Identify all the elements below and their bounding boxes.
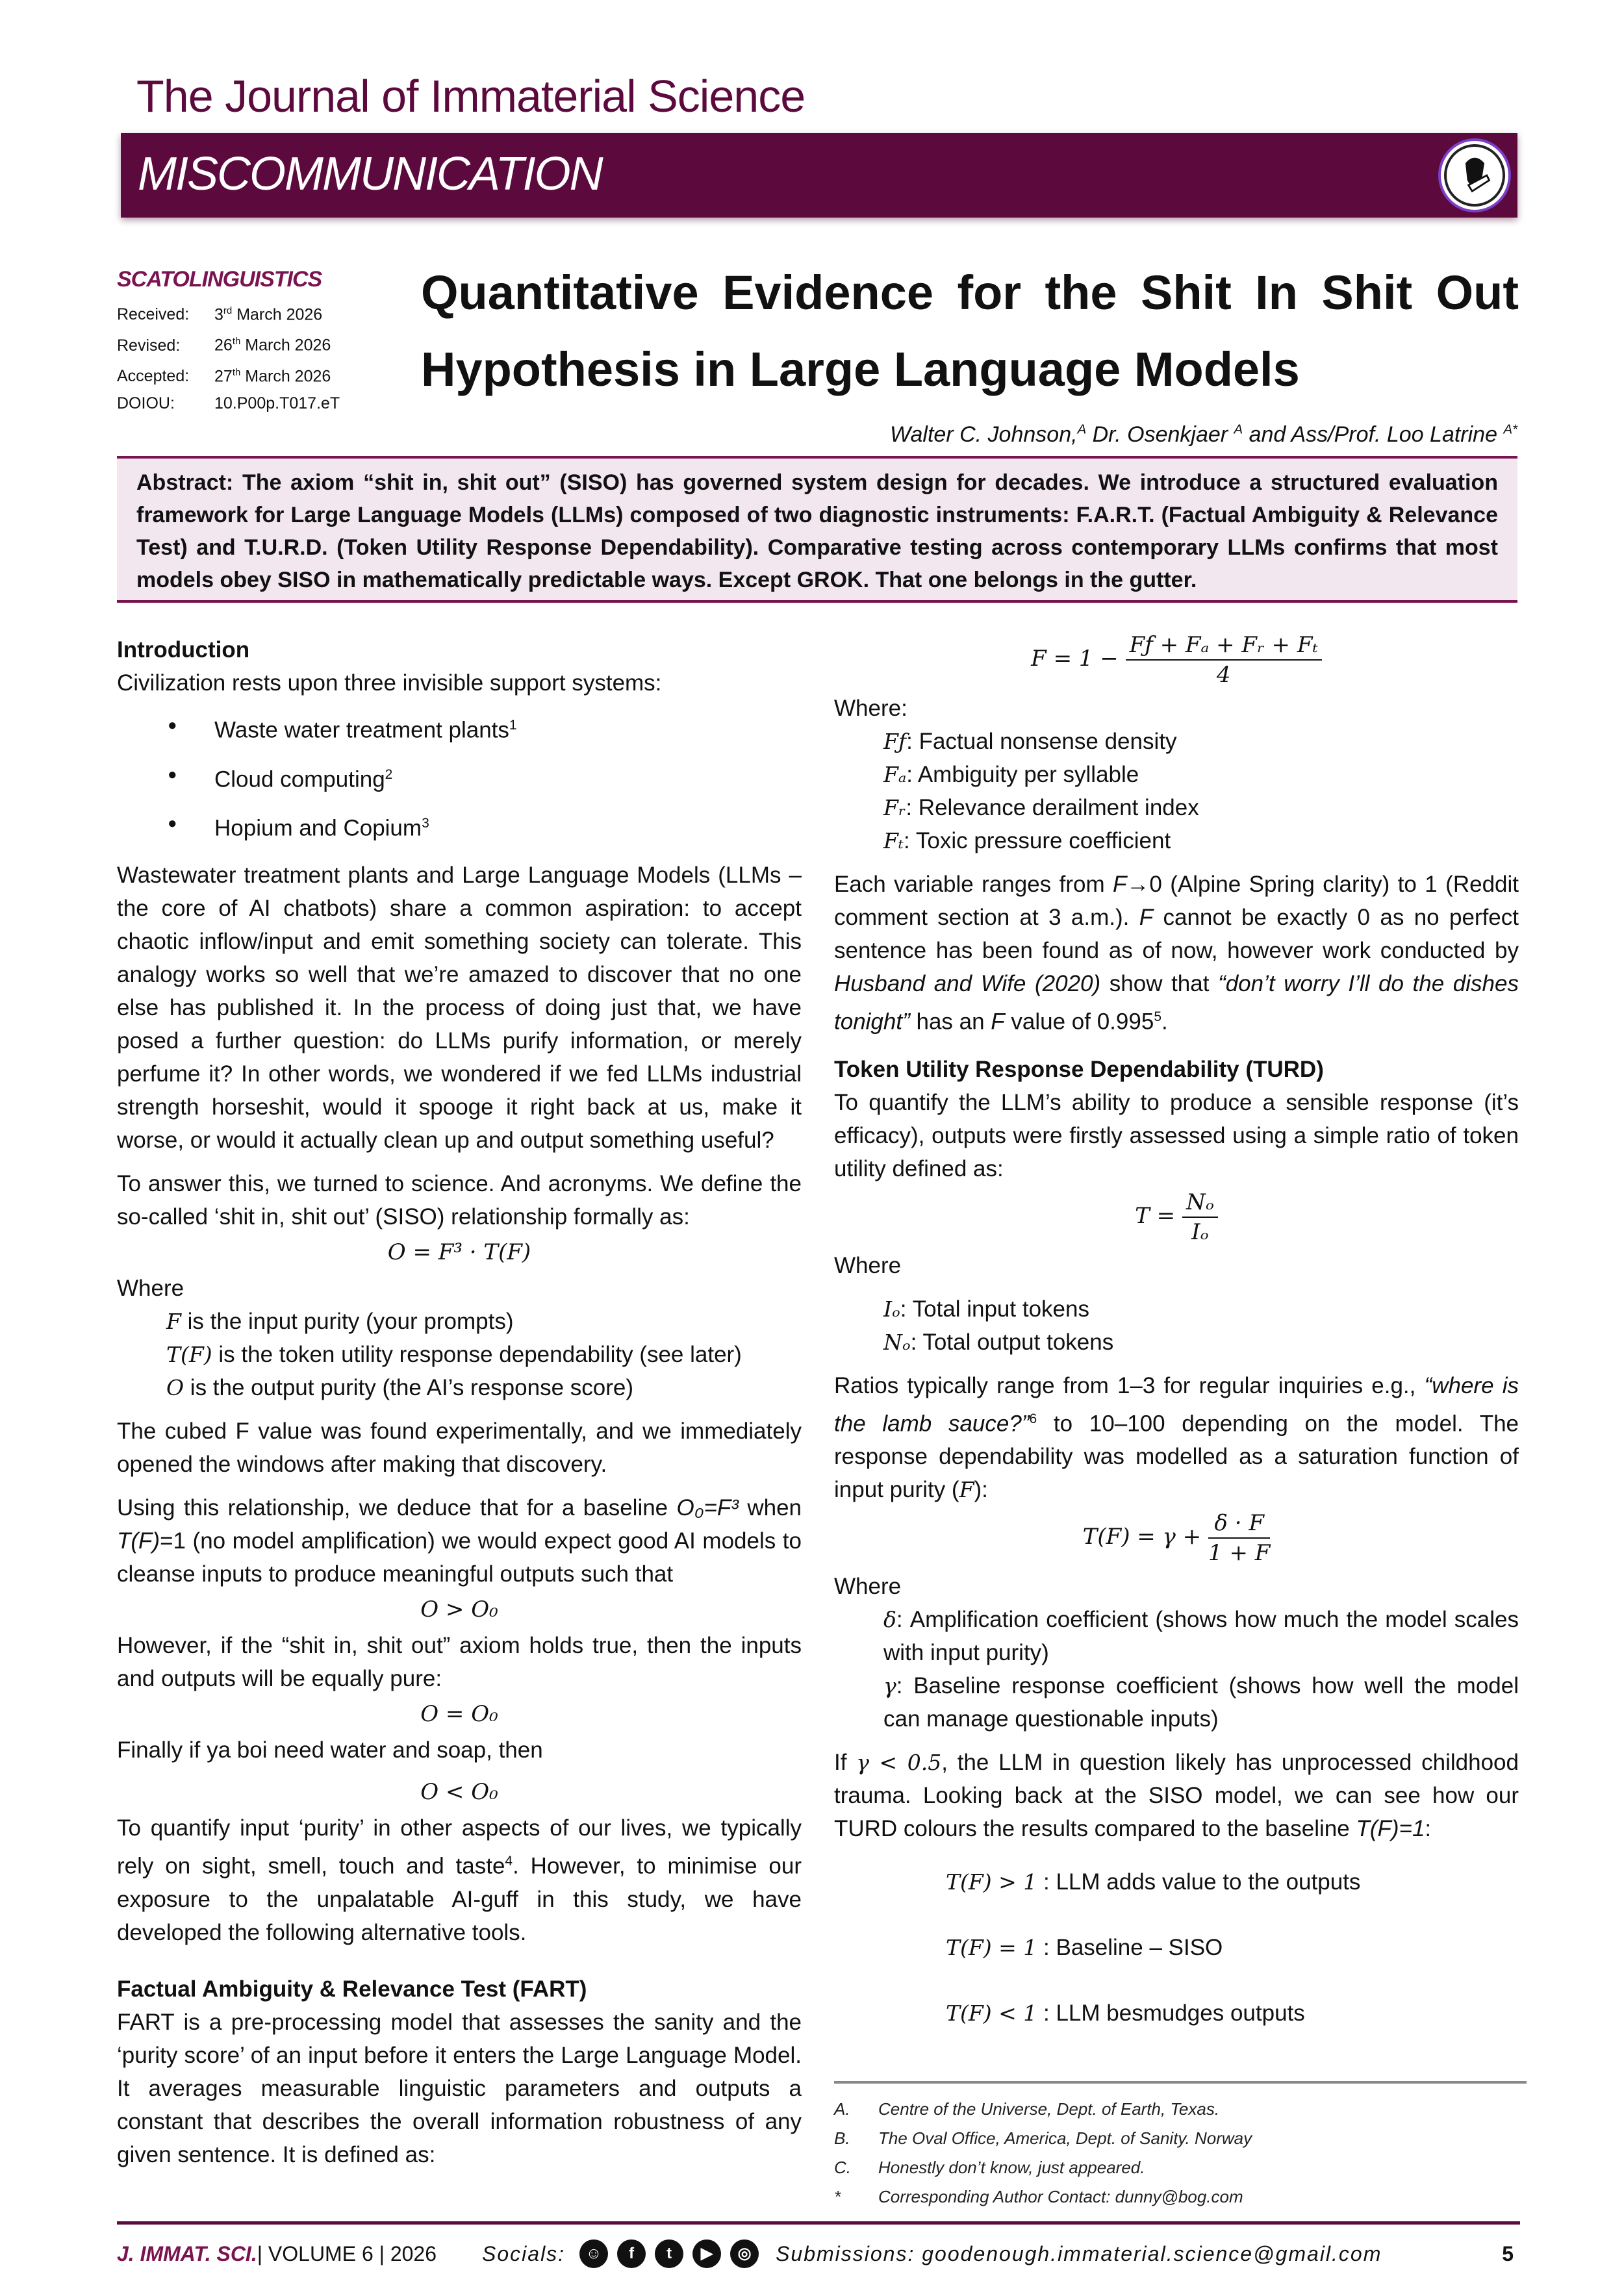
label-where: Where — [834, 1252, 902, 1278]
paragraph: To quantify the LLM’s ability to produce a sensible response (it’s efficacy), outputs were firstly assessed using a simple ratio of token utility defined as: — [834, 1089, 1519, 1181]
article-category: SCATOLINGUISTICS — [117, 267, 322, 292]
section-heading-fart: Factual Ambiguity & Relevance Test (FART) — [117, 1976, 587, 2002]
left-column — [117, 633, 802, 2182]
journal-abbrev: J. IMMAT. SCI. — [117, 2241, 257, 2265]
list-item: ● Cloud computing$^2$ — [117, 753, 802, 802]
paragraph: Civilization rests upon three invisible support systems: — [117, 670, 662, 696]
footnote: * Corresponding Author Contact: dunny@bog.com — [834, 2187, 1243, 2206]
socials-label: Socials: — [482, 2241, 566, 2265]
equation-token-ratio: T = $\frac{\text{Nₒ}}{\text{Iₒ}}$ — [834, 1188, 1519, 1246]
meta-row: Accepted: 27th March 2026 — [117, 366, 331, 385]
instagram-icon[interactable]: ◎ — [730, 2239, 759, 2268]
paragraph: To answer this, we turned to science. And acronyms. We define the so-called ‘shit in, shit out’ (SISO) relationship formally as: — [117, 1170, 802, 1230]
paragraph: Wastewater treatment plants and Large Language Models (LLMs – the core of AI chatbots) share a common aspiration: to accept chaotic inflow/input and emit something society can tolerate. This analogy works so well that we’re amazed to discover that no one else has published it. In the process of doing just that, we have posed a further question: do LLMs purify information, or merely perfume it? In other words, we wondered if we fed LLMs industrial strength horseshit, would it spooge it right back at us, make it worse, or would it actually clean up and output something useful? — [117, 862, 802, 1153]
volume-info: | VOLUME 6 | 2026 — [257, 2241, 437, 2265]
label-where: Where: — [834, 696, 907, 721]
meta-row: Received: 3rd March 2026 — [117, 305, 323, 324]
list-item: ● Waste water treatment plants$^1$ — [117, 703, 802, 753]
paragraph: If γ < 0.5, the LLM in question likely has unprocessed childhood trauma. Looking back at the SISO model, we can see how our TURD colours the results compared to the baseline T(F)=1: — [834, 1750, 1519, 1842]
authors: Walter C. Johnson,$^A$ Dr. Osenkjaer $^A$ and Ass/Prof. Loo Latrine $^{A*}$ — [890, 422, 1517, 447]
meta-row: DOIOU: 10.P00p.T017.eT — [117, 394, 340, 412]
footer-divider — [117, 2221, 1520, 2225]
section-heading-turd: Token Utility Response Dependability (TURD) — [834, 1056, 1324, 1082]
paragraph: The cubed F value was found experimentally, and we immediately opened the windows after making that discovery. — [117, 1418, 802, 1477]
facebook-icon[interactable]: f — [617, 2239, 646, 2268]
reddit-icon[interactable]: ☺ — [579, 2239, 608, 2268]
equation: O = O₀ — [420, 1700, 498, 1727]
page-footer — [117, 2239, 1520, 2268]
section-banner — [121, 133, 1517, 218]
equation-siso: O = F³ · T(F) — [387, 1239, 531, 1265]
paragraph: However, if the “shit in, shit out” axiom holds true, then the inputs and outputs will be equally pure: — [117, 1632, 802, 1691]
twitter-icon[interactable]: t — [655, 2239, 683, 2268]
journal-name: The Journal of Immaterial Science — [136, 71, 806, 121]
list-item: ● Hopium and Copium$^3$ — [117, 801, 802, 851]
section-title: MISCOMMUNICATION — [138, 148, 602, 200]
journal-logo-icon — [1441, 141, 1508, 210]
equation: O < O₀ — [420, 1778, 498, 1805]
footnotes — [834, 2095, 1252, 2212]
paragraph: Using this relationship, we deduce that for a baseline O₀=F³ when T(F)=1 (no model amplification) we would expect good AI models to cleanse inputs to produce meaningful outputs such that — [117, 1495, 802, 1587]
youtube-icon[interactable]: ▶ — [692, 2239, 721, 2268]
paragraph: Ratios typically range from 1–3 for regular inquiries e.g., “where is the lamb sauce?”$^6$ to 10–100 depending on the model. The response dependability was modelled as a saturation function of input purity (F): — [834, 1372, 1519, 1503]
section-heading-introduction: Introduction — [117, 637, 250, 662]
coefficient-list: δ: Amplification coefficient (shows how much the model scales with input purity) γ: Baseline response coefficient (shows how well the model can manage questionable inputs) — [883, 1607, 1519, 1732]
label-where: Where — [834, 1574, 902, 1600]
equation-saturation: T(F) = γ + $\frac{\delta \cdot F}{1 + F}$ — [1082, 1510, 1271, 1567]
abstract: Abstract: The axiom “shit in, shit out” (SISO) has governed system design for decades. We introduce a structured evaluation framework for Large Language Models (LLMs) composed of two diagnostic instruments: F.A.R.T. (Factual Ambiguity & Relevance Test) and T.U.R.D. (Token Utility Response Dependability). Comparative testing across contemporary LLMs confirms that most models obey SISO in mathematically predictable ways. Except GROK. That one belongs in the gutter. — [117, 456, 1517, 603]
meta-row: Revised: 26th March 2026 — [117, 336, 331, 355]
variable-list: Fƒ: Factual nonsense density Fₐ: Ambiguity per syllable Fᵣ: Relevance derailment index Fₜ: Toxic pressure coefficient — [883, 729, 1199, 853]
footnote-divider — [834, 2081, 1527, 2084]
paragraph: Finally if ya boi need water and soap, then — [117, 1737, 543, 1763]
footnote: C. Honestly don’t know, just appeared. — [834, 2158, 1145, 2177]
definition-list: F is the input purity (your prompts) T(F) is the token utility response dependability (see later) O is the output purity (the AI’s response score) — [166, 1308, 742, 1400]
article-metadata — [117, 265, 340, 417]
paragraph: To quantify input ‘purity’ in other aspects of our lives, we typically rely on sight, smell, touch and taste$^4$. However, to minimise our exposure to the unpalatable AI-guff in this study, we have developed the following alternative tools. — [117, 1815, 802, 1945]
paragraph: FART is a pre-processing model that assesses the sanity and the ‘purity score’ of an input before it enters the Large Language Model. It averages measurable linguistic parameters and outputs a constant that describes the overall information robustness of any given sentence. It is defined as: — [117, 2009, 802, 2167]
label-where: Where — [117, 1275, 184, 1301]
equation: O > O₀ — [420, 1596, 498, 1622]
footnote: B. The Oval Office, America, Dept. of Sanity. Norway — [834, 2128, 1252, 2148]
page-number: 5 — [1502, 2241, 1514, 2265]
paragraph: Each variable ranges from F→0 (Alpine Spring clarity) to 1 (Reddit comment section at 3 a.m.). F cannot be exactly 0 as no perfect sentence has been found as of now, however work conducted by Husband and Wife (2020) show that “don’t worry I’ll do the dishes tonight” has an F value of 0.995$^5$. — [834, 872, 1519, 1035]
token-list: Iₒ: Total input tokens Nₒ: Total output tokens — [883, 1296, 1114, 1355]
footnote: A. Centre of the Universe, Dept. of Earth, Texas. — [834, 2099, 1220, 2119]
bullet-list — [117, 703, 802, 851]
submissions-contact[interactable]: Submissions: goodenough.immaterial.science@gmail.com — [776, 2241, 1382, 2265]
equation-fart: F = 1 − $\frac{\text{Fƒ + Fₐ + Fᵣ + Fₜ}}{4}$ — [834, 631, 1519, 689]
article-title: Quantitative Evidence for the Shit In Shit Out Hypothesis in Large Language Models — [421, 266, 1519, 396]
case-list: T(F) > 1 : LLM adds value to the outputs T(F) = 1 : Baseline – SISO T(F) < 1 : LLM besmudges outputs — [946, 1869, 1361, 2026]
right-column — [834, 633, 1519, 2046]
